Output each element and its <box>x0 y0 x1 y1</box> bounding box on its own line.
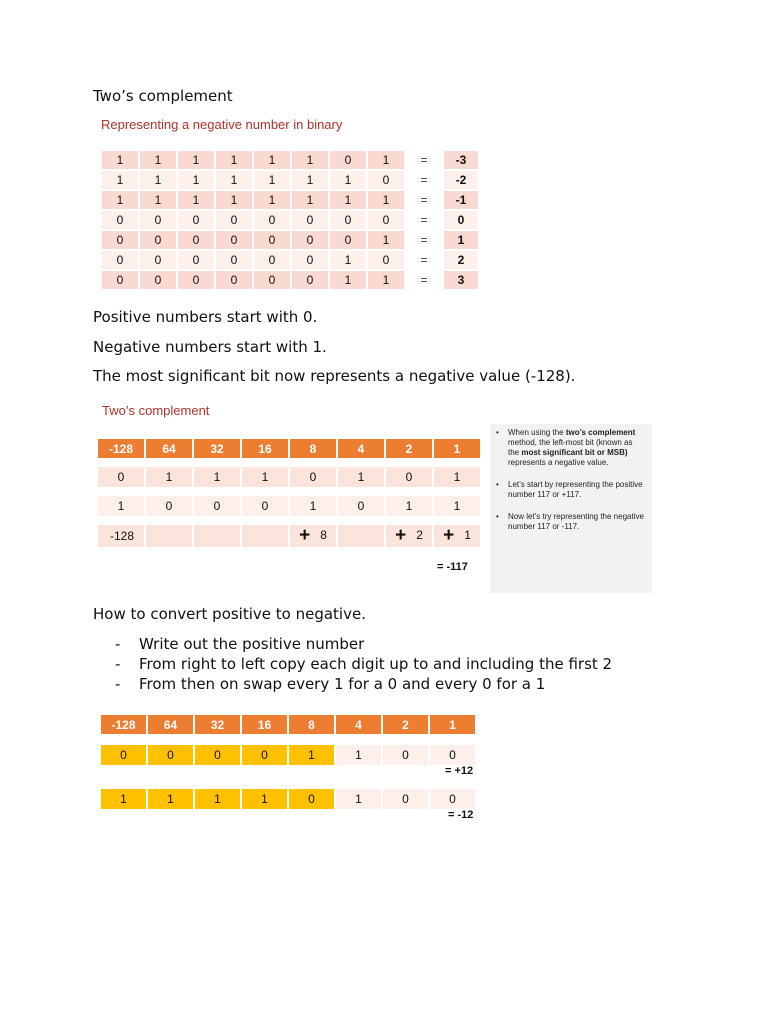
bit-cell: 1 <box>292 151 330 171</box>
equals-cell: = <box>406 151 444 171</box>
sum-cell: -128 <box>98 525 146 547</box>
bit-cell: 1 <box>195 789 242 809</box>
sum-cell <box>146 525 194 547</box>
result-plus-12: = +12 <box>445 765 474 777</box>
bit-cell: 1 <box>292 191 330 211</box>
header-cell: 1 <box>430 715 477 734</box>
list-item: - From right to left copy each digit up to and including the first 2 <box>115 655 613 673</box>
bit-cell: 0 <box>242 496 290 516</box>
header-cell: 2 <box>386 439 434 458</box>
bit-cell: 1 <box>140 191 178 211</box>
bit-cell: 0 <box>146 496 194 516</box>
bit-cell: 1 <box>368 191 406 211</box>
bit-cell: 0 <box>140 211 178 231</box>
explanation-note <box>490 424 652 593</box>
bit-cell: 1 <box>242 789 289 809</box>
table-row <box>102 171 480 191</box>
value-cell: 0 <box>444 211 480 231</box>
table-row <box>102 251 480 271</box>
bit-cell: 0 <box>289 789 336 809</box>
header-cell: 1 <box>434 439 482 458</box>
bit-cell: 1 <box>338 467 386 487</box>
table-row <box>102 191 480 211</box>
steps-list <box>115 634 612 694</box>
bit-cell: 0 <box>194 496 242 516</box>
bit-cell: 1 <box>254 171 292 191</box>
negative-117-row <box>98 496 482 516</box>
bit-cell: 1 <box>216 191 254 211</box>
bit-cell: 1 <box>330 271 368 291</box>
bit-cell: 1 <box>254 151 292 171</box>
bit-cell: 0 <box>216 271 254 291</box>
bit-cell: 1 <box>330 191 368 211</box>
bit-cell: 1 <box>386 496 434 516</box>
sum-cell: + 1 <box>434 525 482 547</box>
table-row <box>102 151 480 171</box>
note-bullet-1: • When using the two’s complement method, the left-most bit (known as the most significant bit or MSB) represents a negative value. <box>508 428 644 468</box>
bit-cell: 0 <box>102 271 140 291</box>
bit-cell: 0 <box>140 231 178 251</box>
bit-cell: 0 <box>178 231 216 251</box>
sum-cell: + 8 <box>290 525 338 547</box>
result-minus-12: = -12 <box>448 809 474 821</box>
bit-cell: 0 <box>216 231 254 251</box>
bit-cell: 1 <box>290 496 338 516</box>
bit-cell: 0 <box>430 745 477 765</box>
paragraph-positive: Positive numbers start with 0. <box>93 308 318 326</box>
twos-complement-table <box>98 439 482 547</box>
bit-cell: 0 <box>383 789 430 809</box>
sum-cell <box>194 525 242 547</box>
bit-cell: 1 <box>102 191 140 211</box>
equals-cell: = <box>406 271 444 291</box>
header-cell: 64 <box>146 439 194 458</box>
bit-cell: 1 <box>336 745 383 765</box>
bit-cell: 0 <box>140 251 178 271</box>
bit-cell: 1 <box>178 151 216 171</box>
bit-cell: 0 <box>148 745 195 765</box>
place-value-header <box>101 715 477 734</box>
bit-cell: 1 <box>98 496 146 516</box>
header-cell: 64 <box>148 715 195 734</box>
value-cell: -3 <box>444 151 480 171</box>
bit-cell: 1 <box>178 171 216 191</box>
bit-cell: 0 <box>368 251 406 271</box>
bit-cell: 0 <box>290 467 338 487</box>
note-bullet-3: • Now let’s try representing the negative number 117 or -117. <box>508 512 644 532</box>
bit-cell: 1 <box>178 191 216 211</box>
plus-sign: + <box>395 525 407 546</box>
bit-cell: 0 <box>178 211 216 231</box>
binary-table <box>102 151 480 291</box>
paragraph-negative: Negative numbers start with 1. <box>93 338 327 356</box>
bit-cell: 1 <box>140 171 178 191</box>
bit-cell: 1 <box>102 171 140 191</box>
bit-cell: 0 <box>102 251 140 271</box>
bit-cell: 1 <box>330 251 368 271</box>
bit-cell: 0 <box>216 251 254 271</box>
bit-cell: 1 <box>434 467 482 487</box>
equals-cell: = <box>406 171 444 191</box>
bit-cell: 1 <box>336 789 383 809</box>
header-cell: 4 <box>336 715 383 734</box>
bit-cell: 1 <box>140 151 178 171</box>
bit-cell: 0 <box>178 251 216 271</box>
positive-117-row <box>98 467 482 487</box>
value-cell: 3 <box>444 271 480 291</box>
bit-cell: 0 <box>330 151 368 171</box>
conversion-table <box>101 715 477 765</box>
bit-cell: 0 <box>101 745 148 765</box>
bit-cell: 1 <box>146 467 194 487</box>
bit-cell: 0 <box>102 211 140 231</box>
bit-cell: 1 <box>242 467 290 487</box>
bit-cell: 0 <box>330 231 368 251</box>
equals-cell: = <box>406 231 444 251</box>
bit-cell: 0 <box>368 211 406 231</box>
header-cell: 32 <box>195 715 242 734</box>
bit-cell: 0 <box>368 171 406 191</box>
section-heading-convert: How to convert positive to negative. <box>93 605 366 623</box>
bit-cell: 0 <box>254 231 292 251</box>
sum-row <box>98 525 482 547</box>
equals-cell: = <box>406 191 444 211</box>
bit-cell: 1 <box>216 171 254 191</box>
bit-cell: 1 <box>254 191 292 211</box>
list-item: - Write out the positive number <box>115 635 365 653</box>
bit-cell: 1 <box>194 467 242 487</box>
sum-cell: + 2 <box>386 525 434 547</box>
bit-cell: 0 <box>254 211 292 231</box>
bit-cell: 0 <box>330 211 368 231</box>
value-cell: -2 <box>444 171 480 191</box>
bit-cell: 0 <box>292 211 330 231</box>
page-heading: Two’s complement <box>93 87 233 105</box>
header-cell: 32 <box>194 439 242 458</box>
bit-cell: 1 <box>330 171 368 191</box>
value-cell: 1 <box>444 231 480 251</box>
header-cell: 16 <box>242 439 290 458</box>
bit-cell: 0 <box>386 467 434 487</box>
bit-cell: 1 <box>368 271 406 291</box>
header-cell: 8 <box>290 439 338 458</box>
header-cell: 2 <box>383 715 430 734</box>
value-cell: 2 <box>444 251 480 271</box>
header-cell: 8 <box>289 715 336 734</box>
bit-cell: 0 <box>254 251 292 271</box>
figure1-title: Representing a negative number in binary <box>101 117 343 132</box>
bit-cell: 0 <box>430 789 477 809</box>
conversion-table-negative <box>101 789 477 809</box>
bit-cell: 0 <box>140 271 178 291</box>
bit-cell: 1 <box>102 151 140 171</box>
bit-cell: 0 <box>102 231 140 251</box>
paragraph-msb: The most significant bit now represents a negative value (-128). <box>93 367 576 385</box>
header-cell: -128 <box>98 439 146 458</box>
value-cell: -1 <box>444 191 480 211</box>
bit-cell: 1 <box>292 171 330 191</box>
positive-12-row <box>101 745 477 765</box>
bit-cell: 1 <box>289 745 336 765</box>
bit-cell: 0 <box>216 211 254 231</box>
plus-sign: + <box>299 525 311 546</box>
place-value-header <box>98 439 482 458</box>
sum-cell <box>242 525 290 547</box>
equals-cell: = <box>406 251 444 271</box>
plus-sign: + <box>443 525 455 546</box>
negative-12-row <box>101 789 477 809</box>
bit-cell: 0 <box>242 745 289 765</box>
bit-cell: 0 <box>292 231 330 251</box>
bit-cell: 1 <box>368 231 406 251</box>
bit-cell: 1 <box>216 151 254 171</box>
bit-cell: 0 <box>254 271 292 291</box>
sum-cell <box>338 525 386 547</box>
bit-cell: 0 <box>383 745 430 765</box>
bit-cell: 0 <box>292 271 330 291</box>
bit-cell: 0 <box>98 467 146 487</box>
bit-cell: 1 <box>148 789 195 809</box>
bit-cell: 1 <box>434 496 482 516</box>
header-cell: 16 <box>242 715 289 734</box>
table-row <box>102 271 480 291</box>
figure2-title: Two’s complement <box>102 403 210 418</box>
bit-cell: 0 <box>338 496 386 516</box>
header-cell: -128 <box>101 715 148 734</box>
table-row <box>102 231 480 251</box>
list-item: - From then on swap every 1 for a 0 and every 0 for a 1 <box>115 675 546 693</box>
header-cell: 4 <box>338 439 386 458</box>
table-row <box>102 211 480 231</box>
note-bullet-2: • Let’s start by representing the positive number 117 or +117. <box>508 480 644 500</box>
bit-cell: 0 <box>292 251 330 271</box>
bit-cell: 1 <box>368 151 406 171</box>
equals-cell: = <box>406 211 444 231</box>
bit-cell: 0 <box>178 271 216 291</box>
bit-cell: 1 <box>101 789 148 809</box>
result-minus-117: = -117 <box>437 561 468 573</box>
bit-cell: 0 <box>195 745 242 765</box>
